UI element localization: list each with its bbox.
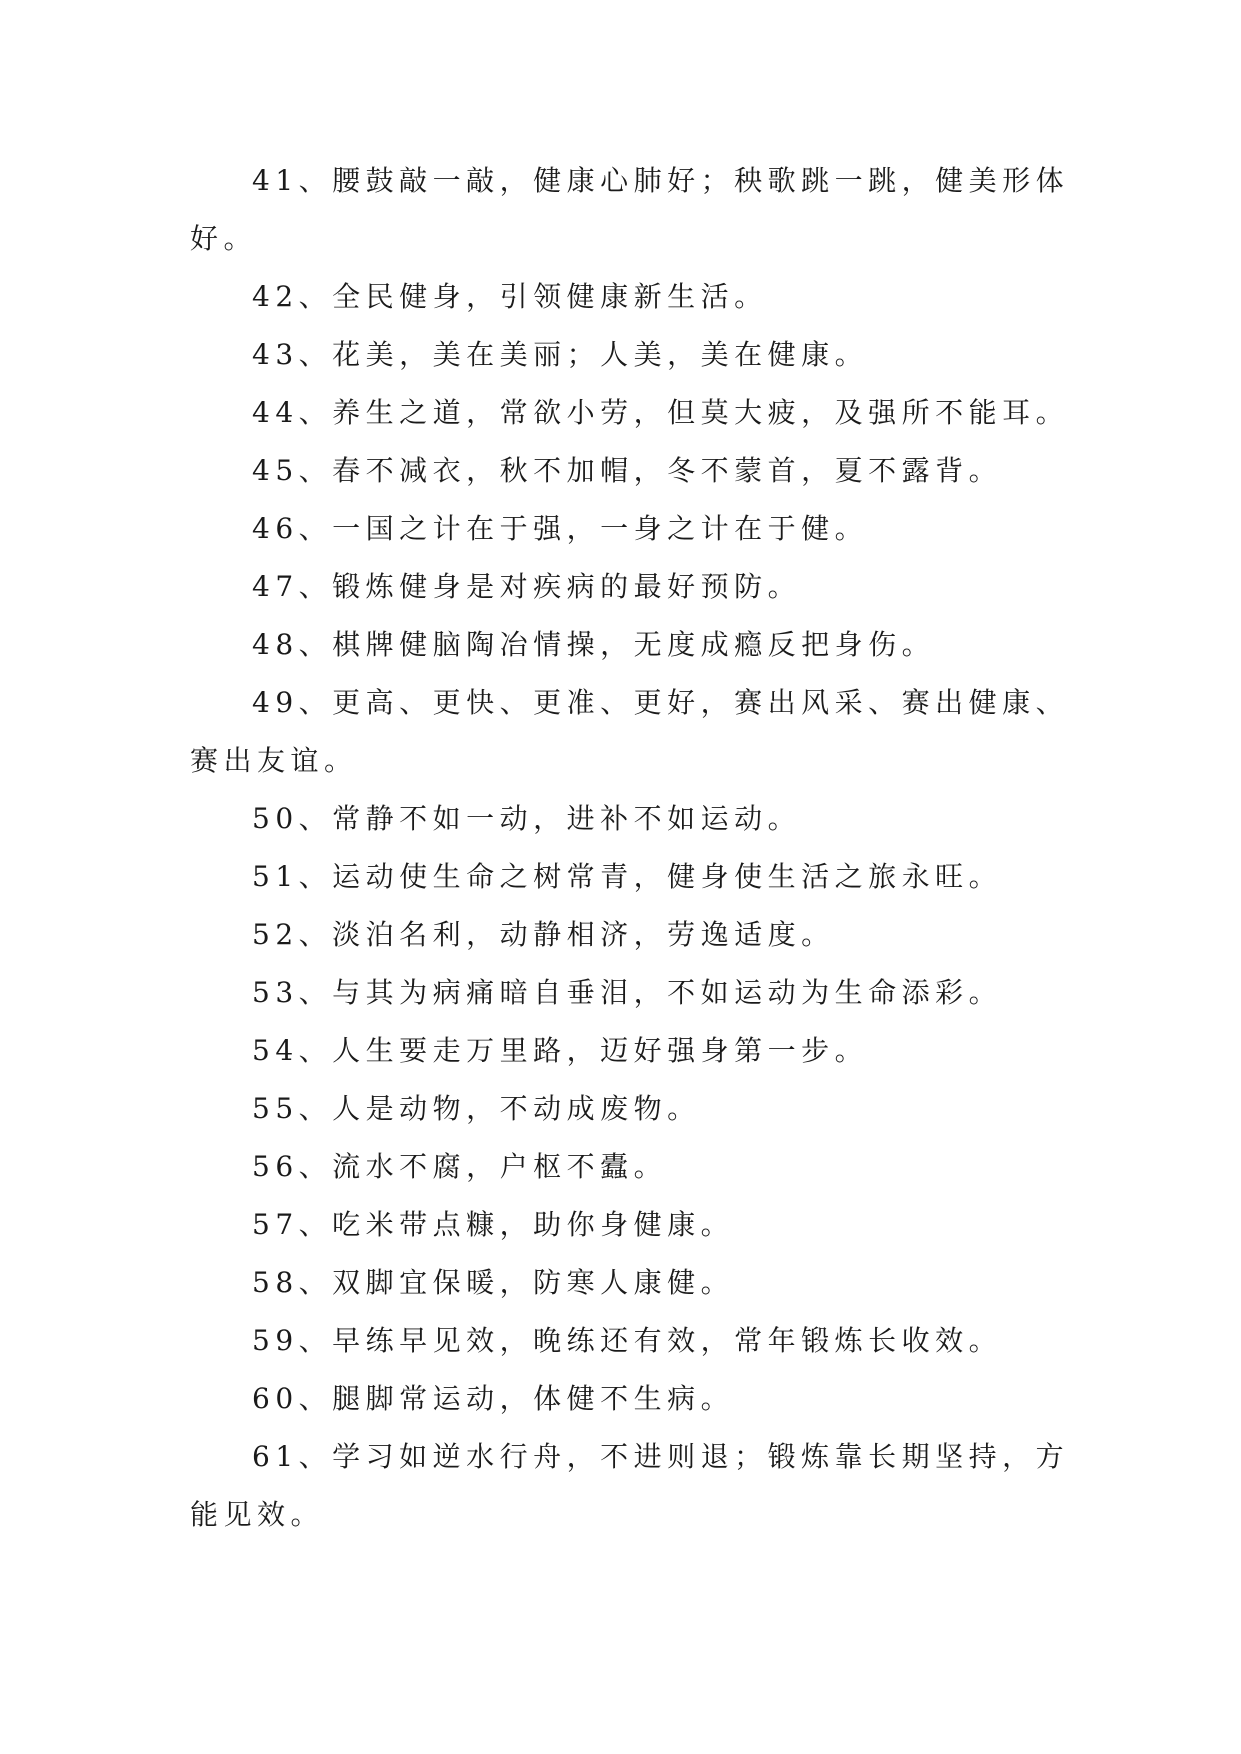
paragraph-49: 49、更高、更快、更准、更好，赛出风采、赛出健康、赛出友谊。 — [190, 686, 1070, 777]
paragraph-61: 61、学习如逆水行舟，不进则退；锻炼靠长期坚持，方能见效。 — [190, 1440, 1070, 1531]
paragraph-54: 54、人生要走万里路，迈好强身第一步。 — [252, 1034, 869, 1067]
paragraph-53: 53、与其为病痛暗自垂泪，不如运动为生命添彩。 — [252, 976, 1003, 1009]
paragraph-55: 55、人是动物，不动成废物。 — [252, 1092, 701, 1125]
paragraph-47: 47、锻炼健身是对疾病的最好预防。 — [252, 570, 802, 603]
paragraph-58: 58、双脚宜保暖，防寒人康健。 — [252, 1266, 735, 1299]
paragraph-60: 60、腿脚常运动，体健不生病。 — [252, 1382, 735, 1415]
paragraph-44: 44、养生之道，常欲小劳，但莫大疲，及强所不能耳。 — [252, 396, 1070, 429]
paragraph-52: 52、淡泊名利，动静相济，劳逸适度。 — [252, 918, 835, 951]
paragraph-50: 50、常静不如一动，进补不如运动。 — [252, 802, 802, 835]
paragraph-56: 56、流水不腐，户枢不蠹。 — [252, 1150, 668, 1183]
paragraph-45: 45、春不减衣，秋不加帽，冬不蒙首，夏不露背。 — [252, 454, 1003, 487]
paragraph-46: 46、一国之计在于强，一身之计在于健。 — [252, 512, 869, 545]
paragraph-51: 51、运动使生命之树常青，健身使生活之旅永旺。 — [252, 860, 1003, 893]
paragraph-43: 43、花美，美在美丽；人美，美在健康。 — [252, 338, 869, 371]
document-body — [190, 152, 1070, 1544]
paragraph-48: 48、棋牌健脑陶冶情操，无度成瘾反把身伤。 — [252, 628, 936, 661]
paragraph-59: 59、早练早见效，晚练还有效，常年锻炼长收效。 — [252, 1324, 1003, 1357]
paragraph-41: 41、腰鼓敲一敲，健康心肺好；秧歌跳一跳，健美形体好。 — [190, 164, 1070, 255]
paragraph-57: 57、吃米带点糠，助你身健康。 — [252, 1208, 735, 1241]
paragraph-42: 42、全民健身，引领健康新生活。 — [252, 280, 768, 313]
